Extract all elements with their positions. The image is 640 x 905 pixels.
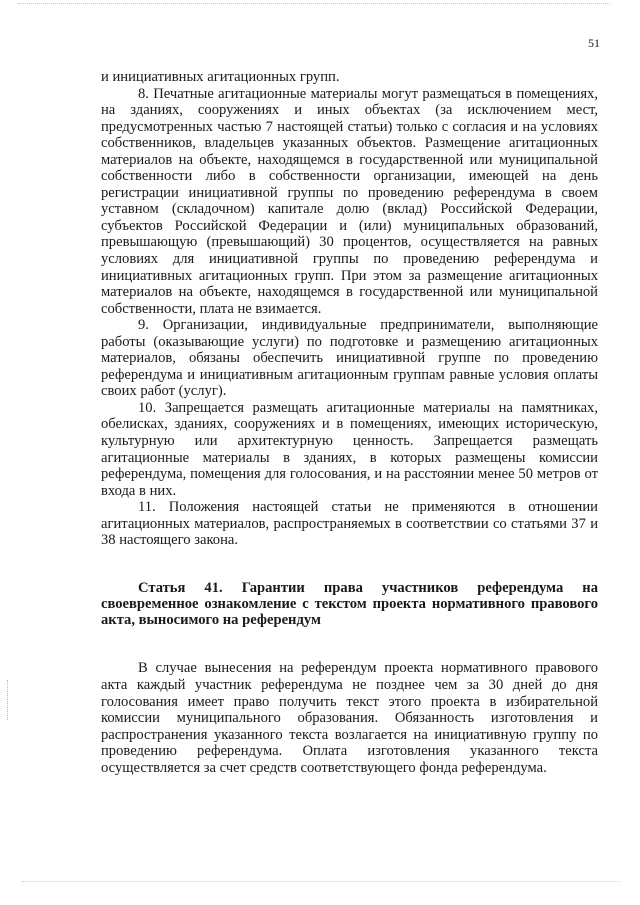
page-number: 51	[588, 36, 600, 50]
article-41-body: В случае вынесения на референдум проекта нормативного правового акта каждый участник референдума не позднее чем за 30 дней до дня голосования имеет право получить текст этого проекта в избирательной комиссии муниципального образования. Обязанность изготовления и распространения указанного текста возлагается на инициативную группу по проведению референдума. Оплата изготовления указанного текста осуществляется за счет средств соответствующего фонда референдума.	[101, 660, 598, 777]
document-body	[101, 69, 598, 777]
article-41-heading: Статья 41. Гарантии права участников референдума на своевременное ознакомление с текстом проекта нормативного правового акта, выносимого на референдум	[101, 579, 598, 629]
paragraph-item-8: 8. Печатные агитационные материалы могут размещаться в помещениях, на зданиях, сооружениях и иных объектах (за исключением мест, предусмотренных частью 7 настоящей статьи) только с согласия и на условиях собственников, владельцев указанных объектов. Размещение агитационных материалов на объекте, находящемся в государственной или муниципальной собственности либо в собственности организации, имеющей на день регистрации инициативной группы по проведению референдума в своем уставном (складочном) капитале долю (вклад) Российской Федерации, субъектов Российской Федерации и (или) муниципальных образований, превышающую (превышающий) 30 процентов, осуществляется на равных условиях для инициативной группы по проведению референдума и инициативных агитационных групп. При этом за размещение агитационных материалов на объекте, находящемся в государственной или муниципальной собственности, плата не взимается.	[101, 85, 598, 317]
paragraph-item-10: 10. Запрещается размещать агитационные материалы на памятниках, обелисках, зданиях, сооружениях и в помещениях, имеющих историческую, культурную или архитектурную ценность. Запрещается размещать агитационные материалы в зданиях, в которых размещены комиссии референдума, помещения для голосования, и на расстоянии менее 50 метров от входа в них.	[101, 399, 598, 499]
scan-artifact-top	[18, 3, 610, 4]
paragraph-item-11: 11. Положения настоящей статьи не применяются в отношении агитационных материалов, распространяемых в соответствии со статьями 37 и 38 настоящего закона.	[101, 499, 598, 549]
scan-artifact-margin	[7, 680, 10, 720]
paragraph-continuation: и инициативных агитационных групп.	[101, 69, 340, 85]
scan-artifact-bottom	[22, 881, 620, 882]
paragraph-item-9: 9. Организации, индивидуальные предприниматели, выполняющие работы (оказывающие услуги) по подготовке и размещению агитационных материалов, обязаны обеспечить инициативной группе по проведению референдума и инициативным агитационным группам равные условия оплаты своих работ (услуг).	[101, 317, 598, 400]
